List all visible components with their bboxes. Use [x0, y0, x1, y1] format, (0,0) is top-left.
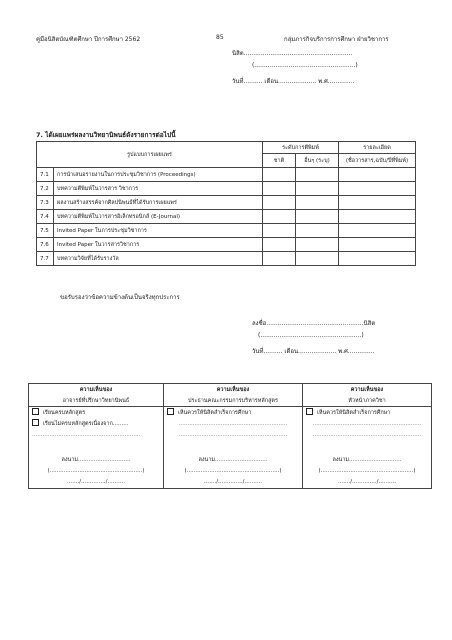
table-row: 7.5 Invited Paper ในการประชุมวิชาการ	[37, 224, 416, 238]
option-chair-approve[interactable]: เห็นควรให้นิสิตสำเร็จการศึกษา	[164, 407, 303, 419]
option-incomplete[interactable]: เรียนไม่ครบหลักสูตรเนื่องจาก.........	[29, 418, 164, 429]
name-line: (.....................................................)	[258, 332, 364, 339]
chair-date-line: ......./............../..........	[164, 476, 303, 489]
office-name: กลุ่มภารกิจบริการการศึกษา ฝ่ายวิชาการ	[284, 36, 389, 43]
header-level: ระดับการตีพิมพ์	[263, 142, 339, 154]
header-national: ชาติ	[263, 154, 296, 168]
dotted-line: ..............................................................	[303, 418, 432, 429]
advisor-date-line: ......./............../..........	[67, 479, 125, 485]
checkbox-icon[interactable]	[32, 419, 39, 426]
chair-sign-line: ลงนาม..............................	[164, 454, 303, 465]
student-name-line: (.....................................................)	[252, 62, 358, 69]
option-complete[interactable]: เรียนครบหลักสูตร	[29, 407, 164, 419]
option-head-approve[interactable]: เห็นควรให้นิสิตสำเร็จการศึกษา	[303, 407, 432, 419]
document-title: คู่มือนิสิตบัณฑิตศึกษา ปีการศึกษา 2562	[36, 36, 141, 43]
head-date-line: ......./............../..........	[303, 476, 432, 489]
advisor-name-line: (.....................................................)	[47, 467, 145, 474]
table-row: 7.4 บทความตีพิมพ์ในวารสารอิเล็กทรอนิกส์ (E-Journal)	[37, 210, 416, 224]
header-other: อื่นๆ (ระบุ)	[296, 154, 339, 168]
opinion-table	[28, 383, 432, 489]
chair-name-line: (.....................................................)	[164, 465, 303, 476]
dotted-line: ..............................................................	[32, 431, 141, 438]
dotted-line: ..............................................................	[164, 429, 303, 440]
checkbox-icon[interactable]	[32, 408, 39, 415]
certify-text: ขอรับรองว่าข้อความข้างต้นเป็นจริงทุกประการ	[60, 294, 180, 301]
advisor-subheading: อาจารย์ที่ปรึกษาวิทยานิพนธ์	[29, 395, 164, 407]
program-chair-heading: ความเห็นของ	[164, 384, 303, 396]
signature-line: ลงชื่อ...................................................นิสิต	[252, 320, 376, 327]
section-title: 7. ได้เผยแพร่ผลงานวิทยานิพนธ์ดังรายการต่อไปนี้	[36, 131, 176, 139]
page-number: 85	[216, 34, 224, 41]
header-form: รูปแบบการเผยแพร่	[37, 142, 263, 168]
header-detail-sub: (ชื่อวารสาร,ฉบับ/ปีที่พิมพ์)	[339, 154, 416, 168]
program-chair-subheading: ประธานคณะกรรมการบริหารหลักสูตร	[164, 395, 303, 407]
checkbox-icon[interactable]	[167, 408, 174, 415]
student-signature-line: นิสิต.........................................................	[232, 50, 353, 57]
student-date-line: วันที่.......... เดือน.................... พ.ศ..............	[232, 78, 355, 85]
table-row: 7.2 บทความตีพิมพ์ในวารสาร วิชาการ	[37, 182, 416, 196]
head-name-line: (.....................................................)	[303, 465, 432, 476]
table-row: 7.6 Invited Paper ในวารสารวิชาการ	[37, 238, 416, 252]
table-row: 7.1 การนำเสนอรายงานในการประชุมวิชาการ (Proceedings)	[37, 168, 416, 182]
advisor-heading: ความเห็นของ	[79, 386, 113, 393]
dotted-line: ..............................................................	[164, 418, 303, 429]
table-row: 7.7 บทความวิจัยที่ได้รับรางวัล	[37, 252, 416, 266]
advisor-sign-line: ลงนาม..............................	[61, 456, 131, 463]
header-detail: รายละเอียด	[339, 142, 416, 154]
table-row: 7.3 ผลงานสร้างสรรค์จากศิลปนิพนธ์ที่ได้รับการเผยแพร่	[37, 196, 416, 210]
checkbox-icon[interactable]	[306, 408, 313, 415]
department-head-heading: ความเห็นของ	[303, 384, 432, 396]
head-sign-line: ลงนาม..............................	[303, 454, 432, 465]
dotted-line: ..............................................................	[303, 429, 432, 440]
date-line: วันที่.......... เดือน.................... พ.ศ..............	[252, 348, 375, 355]
publication-table	[36, 141, 416, 266]
department-head-subheading: หัวหน้าภาควิชา	[303, 395, 432, 407]
